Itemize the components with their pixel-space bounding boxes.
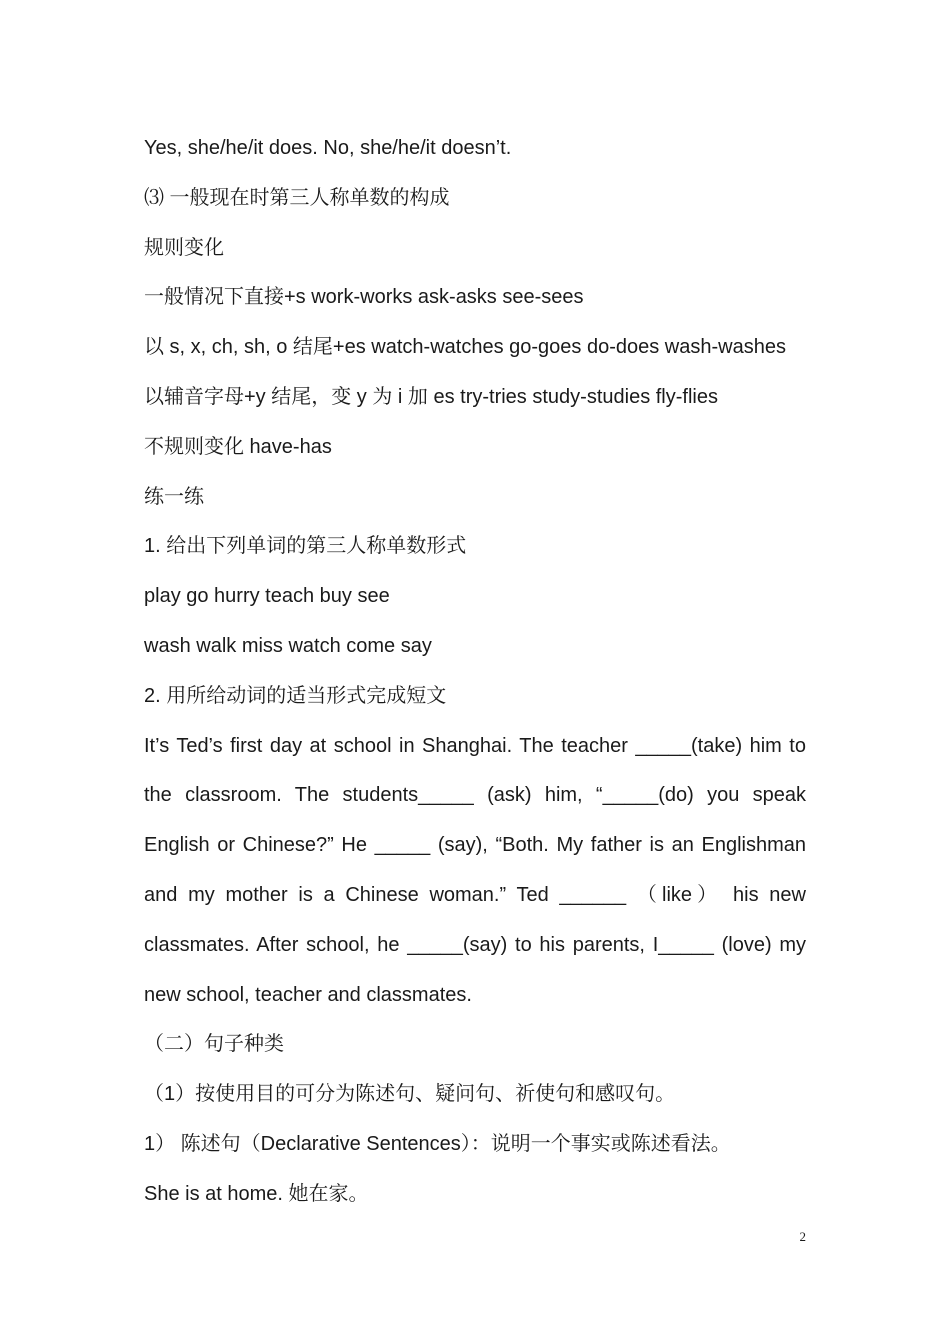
exercise-2-passage: It’s Ted’s first day at school in Shanghai. The teacher _____(take) him to the classroom. The students_____ (ask) him, “_____(do) you speak English or Chinese?” He _____ (say), “Both. My father is an Englishman and my mother is a Chinese woman.” Ted ______ （like） his new classmates. After school, he _____(say) to his parents, I_____ (love) my new school, teacher and classmates. <box>144 734 806 1006</box>
text-line-exercise-1-words-row-1: play go hurry teach buy see <box>144 585 390 608</box>
text-line-add-s-rule: 一般情况下直接+s work-works ask-asks see-sees <box>144 286 584 309</box>
text-line-add-es-rule: 以 s, x, ch, sh, o 结尾+es watch-watches go-goes do-does wash-washes <box>144 336 786 359</box>
text-line-practice-heading: 练一练 <box>144 485 204 508</box>
text-line-exercise-1-instruction: 1. 给出下列单词的第三人称单数形式 <box>144 535 467 558</box>
page-number: 2 <box>799 1229 806 1244</box>
text-line-sentence-types-heading: （二）句子种类 <box>144 1033 284 1056</box>
text-line-third-person-heading: ⑶ 一般现在时第三人称单数的构成 <box>144 186 450 209</box>
text-line-regular-changes: 规则变化 <box>144 236 224 259</box>
text-line-exercise-1-words-row-2: wash walk miss watch come say <box>144 634 432 657</box>
text-line-irregular-change: 不规则变化 have-has <box>144 435 332 458</box>
text-line-exercise-2-instruction: 2. 用所给动词的适当形式完成短文 <box>144 684 447 707</box>
page-content <box>144 124 806 1220</box>
text-line-y-to-ies-rule: 以辅音字母+y 结尾，变 y 为 i 加 es try-tries study-studies fly-flies <box>144 385 718 408</box>
text-line-declarative-example: She is at home. 她在家。 <box>144 1182 369 1205</box>
text-line-sentence-types-by-purpose: （1）按使用目的可分为陈述句、疑问句、祈使句和感叹句。 <box>144 1083 676 1106</box>
text-line-yes-no-answers: Yes, she/he/it does. No, she/he/it doesn’t. <box>144 137 512 159</box>
text-line-declarative-definition: 1） 陈述句（Declarative Sentences）：说明一个事实或陈述看法。 <box>144 1132 731 1155</box>
